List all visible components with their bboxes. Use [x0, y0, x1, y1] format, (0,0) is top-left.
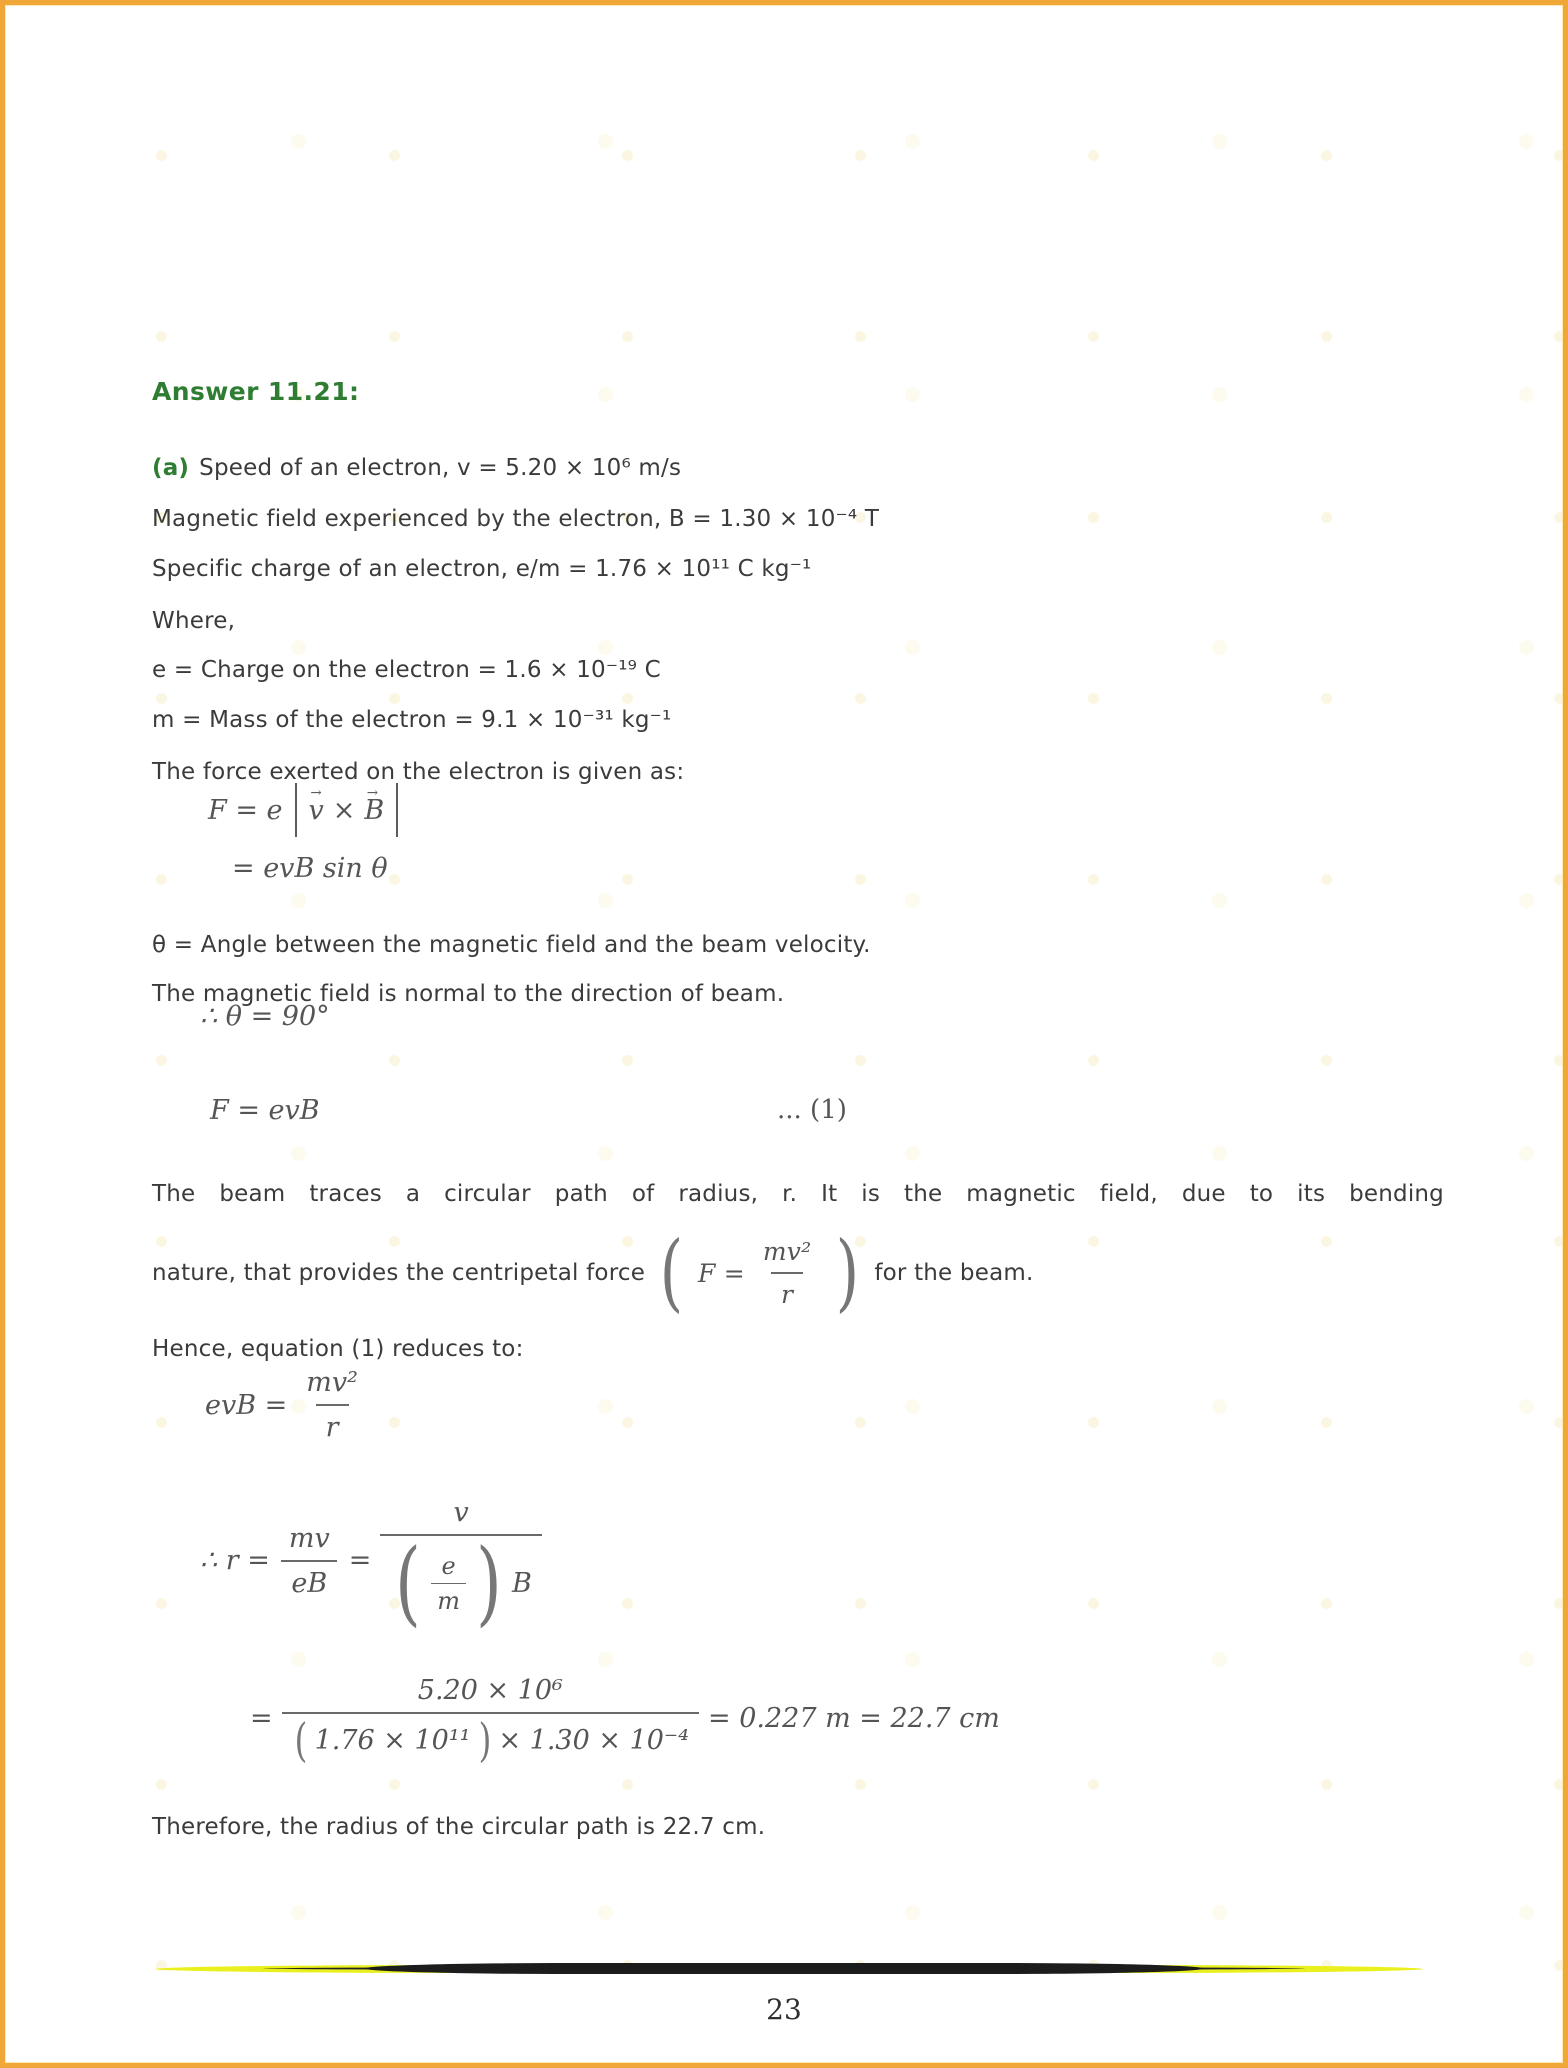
part-a-label: (a): [152, 455, 190, 481]
speed-line: [152, 452, 681, 484]
force-intro-line: The force exerted on the electron is given as:: [152, 759, 685, 785]
den-part-a: 1.76 × 10¹¹: [314, 1725, 471, 1757]
denominator: eB: [281, 1560, 337, 1599]
open-paren: (: [659, 1223, 684, 1322]
numerator: v: [453, 1497, 469, 1528]
formula-lhs: ∴ r =: [200, 1545, 270, 1577]
formula-text: = evB sin θ: [232, 853, 388, 884]
formula-force-cross: [208, 783, 401, 837]
vector-b: B →: [364, 795, 384, 826]
numerator: 5.20 × 10⁶: [417, 1675, 563, 1706]
denominator: r: [316, 1404, 349, 1443]
fraction-e-m: [431, 1552, 466, 1615]
mass-line: m = Mass of the electron = 9.1 × 10⁻³¹ kg⁻¹: [152, 707, 672, 733]
result-text: = 0.227 m = 22.7 cm: [708, 1702, 1000, 1734]
formula-theta-90: [200, 1001, 330, 1032]
formula-lhs: evB =: [205, 1389, 288, 1421]
fraction-mv-eb: [279, 1523, 340, 1599]
close-paren: ): [476, 1529, 502, 1636]
speed-text: Speed of an electron, v = 5.20 × 10⁶ m/s: [199, 455, 682, 481]
sentence-pre: nature, that provides the centripetal force: [152, 1260, 646, 1286]
theta-def-line: θ = Angle between the magnetic field and the beam velocity.: [152, 932, 871, 958]
magnetic-field-line: Magnetic field experienced by the electron, B = 1.30 × 10⁻⁴ T: [152, 506, 880, 532]
inline-centripetal-formula: [698, 1237, 821, 1309]
abs-bar-left-icon: [295, 783, 297, 837]
denominator: r: [771, 1272, 803, 1309]
denominator: m: [431, 1583, 466, 1615]
fraction-numeric: [282, 1675, 699, 1767]
formula-evb-frac: [205, 1367, 368, 1443]
numerator: e: [441, 1551, 456, 1580]
therefore-line: Therefore, the radius of the circular path is 22.7 cm.: [152, 1814, 766, 1840]
close-paren: ): [478, 1713, 491, 1767]
specific-charge-line: Specific charge of an electron, e/m = 1.76 × 10¹¹ C kg⁻¹: [152, 556, 812, 582]
fraction: [296, 1367, 368, 1443]
where-line: Where,: [152, 608, 236, 634]
vector-v: v →: [309, 795, 324, 826]
formula-lhs: F =: [698, 1258, 745, 1288]
charge-line: e = Charge on the electron = 1.6 × 10⁻¹⁹ C: [152, 657, 661, 683]
denominator: [282, 1712, 699, 1767]
fraction-v-emb: [380, 1497, 541, 1636]
hence-line: Hence, equation (1) reduces to:: [152, 1336, 524, 1362]
equals-sign: =: [348, 1545, 372, 1577]
divider-thick-black-stroke: [365, 1963, 1203, 1974]
numerator: mv²: [762, 1237, 812, 1266]
numerator: mv²: [306, 1367, 358, 1398]
open-paren: (: [395, 1529, 422, 1636]
beam-paragraph-line1: The beam traces a circular path of radius, r. It is the magnetic field, due to its bending: [152, 1181, 1444, 1207]
formula-radius: [200, 1497, 542, 1636]
denominator: [380, 1529, 541, 1636]
b-symbol: B: [511, 1567, 532, 1599]
equation-1-label: ... (1): [777, 1095, 847, 1125]
numerator: mv: [288, 1522, 330, 1554]
sentence-post: for the beam.: [874, 1260, 1034, 1286]
close-paren: ): [835, 1223, 860, 1322]
beam-paragraph-line2: [152, 1217, 1033, 1329]
equals-sign: =: [250, 1702, 273, 1734]
den-part-b: × 1.30 × 10⁻⁴: [498, 1725, 689, 1757]
answer-heading: Answer 11.21:: [152, 377, 360, 406]
page-number: 23: [766, 1993, 802, 2026]
normal-line: The magnetic field is normal to the direction of beam.: [152, 981, 785, 1007]
formula-numeric: [250, 1675, 1000, 1767]
formula-evb-sin: [232, 853, 388, 884]
formula-text: F = evB: [210, 1095, 320, 1126]
open-paren: (: [294, 1713, 308, 1767]
footer-divider: [155, 1961, 1423, 1977]
times-sign: ×: [332, 794, 356, 826]
formula-lhs: F = e: [208, 794, 283, 826]
formula-f-evb: [210, 1095, 320, 1126]
fraction: [753, 1237, 821, 1309]
formula-text: ∴ θ = 90°: [200, 1001, 330, 1032]
abs-bar-right-icon: [396, 783, 398, 837]
